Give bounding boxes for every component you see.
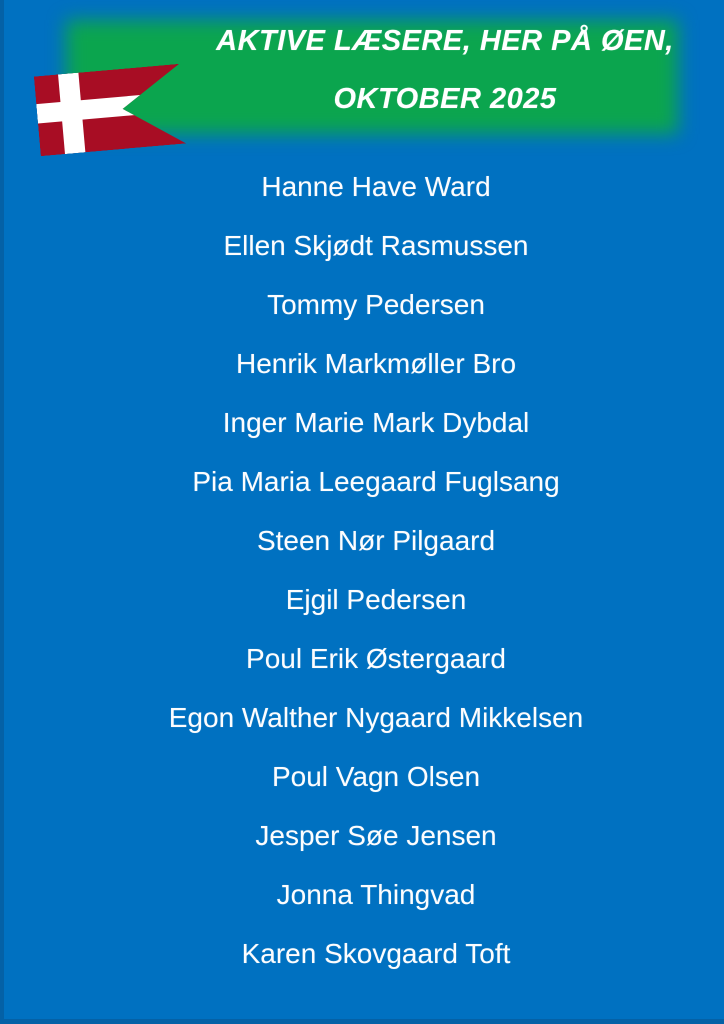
list-item: Poul Vagn Olsen <box>271 761 481 792</box>
poster-title <box>200 12 690 128</box>
list-item: Tommy Pedersen <box>267 289 485 320</box>
list-item: Pia Maria Leegaard Fuglsang <box>192 466 560 497</box>
danish-splitflag-icon <box>34 64 186 156</box>
title-line-1: AKTIVE LÆSERE, HER PÅ ØEN, <box>216 25 674 57</box>
list-item: Henrik Markmøller Bro <box>235 348 517 379</box>
list-item: Jesper Søe Jensen <box>255 820 497 851</box>
list-item: Ellen Skjødt Rasmussen <box>223 230 529 261</box>
list-item: Poul Erik Østergaard <box>246 643 506 674</box>
title-line-2: OKTOBER 2025 <box>333 83 557 115</box>
list-item: Steen Nør Pilgaard <box>256 525 496 556</box>
list-item: Inger Marie Mark Dybdal <box>222 407 530 438</box>
list-item: Hanne Have Ward <box>261 171 491 202</box>
reader-list <box>0 157 724 983</box>
list-item: Ejgil Pedersen <box>285 584 467 615</box>
list-item: Jonna Thingvad <box>276 879 476 910</box>
list-item: Egon Walther Nygaard Mikkelsen <box>168 702 584 733</box>
list-item: Karen Skovgaard Toft <box>241 938 511 969</box>
